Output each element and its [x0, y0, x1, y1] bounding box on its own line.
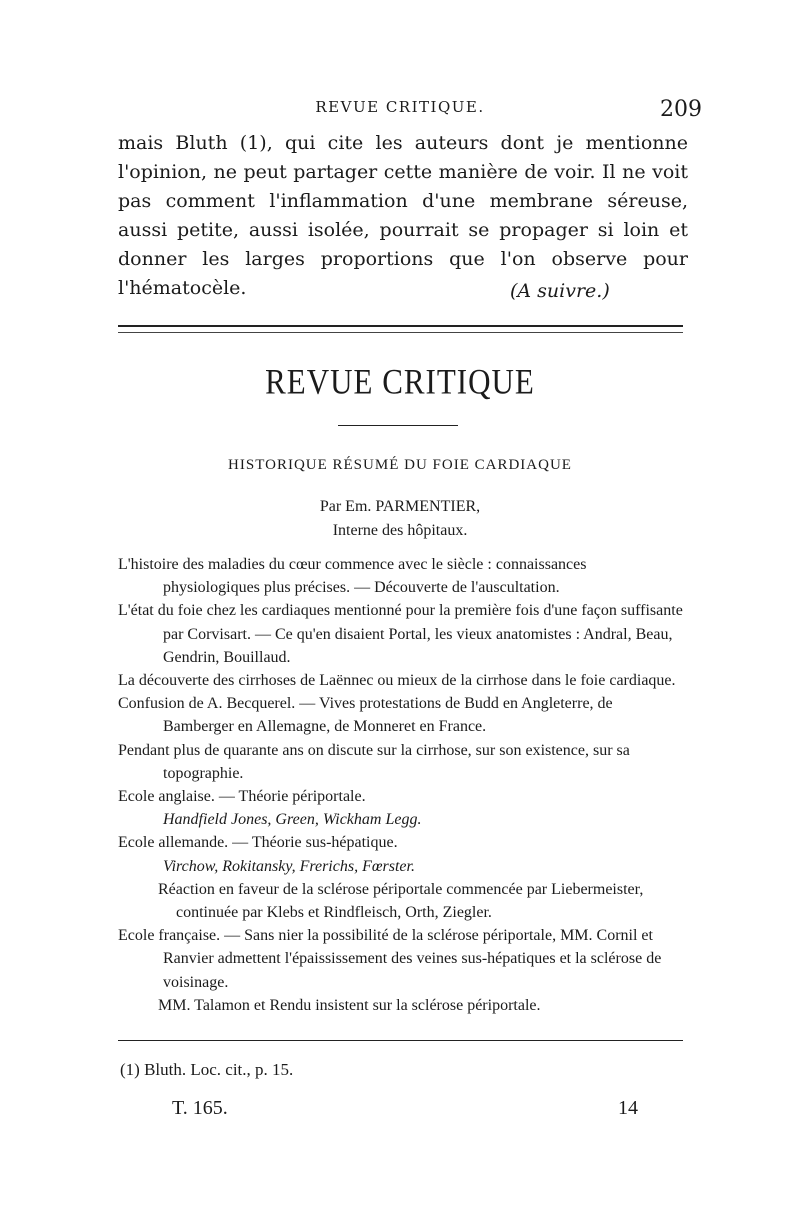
volume-mark: T. 165. — [172, 1097, 228, 1119]
author-name: Par Em. PARMENTIER, — [319, 498, 481, 515]
body-paragraph: mais Bluth (1), qui cite les auteurs dont je mentionne l'opinion, ne peut partager cette manière de voir. Il ne voit pas comment l'inflammation d'une membrane séreuse, aussi petite, aussi isolée, pourrait se propager si loin et donner les larges proportions que l'on observe pour l'hématocèle. — [118, 132, 688, 299]
summary-entry: L'état du foie chez les cardiaques mentionné pour la première fois d'une façon suffisante par Corvisart. — Ce qu'en disaient Portal, les vieux anatomistes : Andral, Beau, Gendrin, Bouillaud. — [118, 602, 683, 666]
continuation-note — [510, 280, 610, 302]
author-role: Interne des hôpitaux. — [332, 522, 468, 539]
footnote: (1) Bluth. Loc. cit., p. 15. — [120, 1060, 294, 1079]
body-paragraph-block — [118, 129, 688, 303]
continuation-text: (A suivre.) — [510, 280, 610, 302]
footnote-divider — [118, 1040, 683, 1041]
summary-entry-names: Virchow, Rokitansky, Frerichs, Fœrster. — [163, 857, 415, 875]
summary-entry: Pendant plus de quarante ans on discute sur la cirrhose, sur son existence, sur sa topographie. — [118, 741, 630, 782]
summary-entry: Ecole française. — Sans nier la possibilité de la sclérose périportale, MM. Cornil et Ranvier admettent l'épaississement des veines sus-hépatiques et la sclérose de voisinage. — [118, 927, 662, 991]
title-rule — [338, 425, 458, 426]
running-head: REVUE CRITIQUE. — [315, 98, 485, 116]
summary-entry: L'histoire des maladies du cœur commence avec le siècle : connaissances physiologiques plus précises. — Découverte de l'auscultation. — [118, 556, 587, 597]
summary-entry: MM. Talamon et Rendu insistent sur la sclérose périportale. — [158, 996, 541, 1014]
section-title: REVUE CRITIQUE — [265, 361, 535, 402]
summary-entry: La découverte des cirrhoses de Laënnec ou mieux de la cirrhose dans le foie cardiaque. — [118, 672, 676, 690]
article-subtitle: HISTORIQUE RÉSUMÉ DU FOIE CARDIAQUE — [228, 457, 572, 473]
section-divider — [118, 325, 683, 333]
summary-entry: Confusion de A. Becquerel. — Vives protestations de Budd en Angleterre, de Bamberger en Allemagne, de Monneret en France. — [118, 695, 613, 736]
summary-entry: Ecole allemande. — Théorie sus-hépatique. — [118, 834, 398, 852]
page-number: 209 — [660, 97, 702, 122]
summary-entry: Ecole anglaise. — Théorie périportale. — [118, 788, 366, 806]
summary-list — [118, 553, 683, 1017]
summary-entry-names: Handfield Jones, Green, Wickham Legg. — [163, 811, 422, 829]
author-block — [0, 495, 800, 543]
signature-mark: 14 — [618, 1097, 638, 1119]
summary-entry: Réaction en faveur de la sclérose périportale commencée par Liebermeister, continuée par Klebs et Rindfleisch, Orth, Ziegler. — [158, 880, 644, 922]
